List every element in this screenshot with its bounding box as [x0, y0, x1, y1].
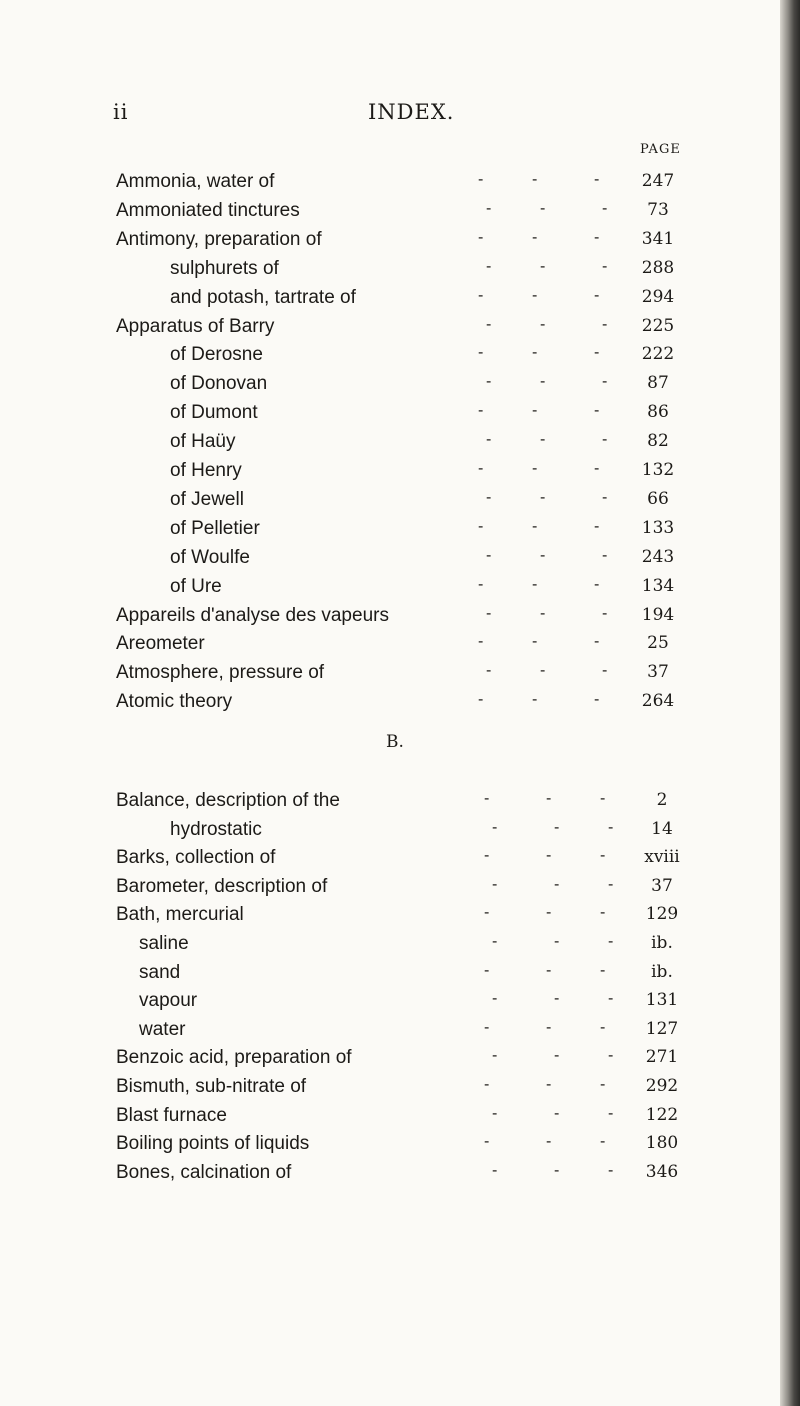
- index-entry-page: 292: [645, 1076, 679, 1096]
- leader-dash: -: [546, 790, 552, 807]
- leader-dash: -: [478, 344, 484, 362]
- index-entry-page: 66: [647, 488, 669, 509]
- leader-dash: -: [600, 1018, 606, 1036]
- index-entry-page: 2: [656, 790, 668, 810]
- index-entry: [0, 790, 780, 816]
- leader-dash: -: [594, 460, 600, 477]
- leader-dash: -: [554, 990, 560, 1008]
- leader-dash: -: [540, 662, 546, 680]
- leader-dash: -: [608, 990, 614, 1008]
- index-entry-label: Boiling points of liquids: [116, 1133, 310, 1155]
- leader-dash: -: [554, 1161, 560, 1179]
- index-entry: [0, 633, 780, 659]
- leader-dash: -: [602, 257, 608, 275]
- leader-dash: -: [486, 431, 492, 449]
- leader-dash: -: [554, 933, 560, 950]
- index-entry-label: Atmosphere, pressure of: [116, 662, 325, 684]
- index-entry: [0, 605, 780, 631]
- leader-dash: -: [492, 875, 498, 893]
- leader-dash: -: [478, 691, 484, 709]
- leader-dash: -: [608, 818, 614, 836]
- index-entry-page: 294: [641, 286, 675, 307]
- index-entry: [0, 691, 780, 717]
- index-entry: [0, 287, 780, 313]
- leader-dash: -: [540, 488, 546, 506]
- index-entry-page: 271: [645, 1047, 679, 1068]
- leader-dash: -: [554, 818, 560, 836]
- index-entry-page: 264: [641, 691, 675, 712]
- index-entry: [0, 316, 780, 342]
- index-entry-label: Ammonia, water of: [116, 171, 275, 192]
- index-entry: [0, 1105, 780, 1131]
- index-entry: [0, 171, 780, 197]
- index-entry-page: 87: [647, 373, 669, 394]
- index-entry-page: 14: [651, 818, 673, 839]
- leader-dash: -: [546, 847, 552, 865]
- index-entry-label: Balance, description of the: [116, 790, 340, 811]
- index-entry-label: Ammoniated tinctures: [116, 199, 300, 221]
- index-entry-label: Bath, mercurial: [116, 904, 244, 926]
- leader-dash: -: [594, 402, 600, 420]
- index-entry-label: of Haüy: [170, 431, 236, 453]
- index-entry: [0, 373, 780, 399]
- leader-dash: -: [602, 546, 608, 564]
- leader-dash: -: [478, 402, 484, 420]
- leader-dash: -: [602, 662, 608, 680]
- index-entry: [0, 200, 780, 226]
- leader-dash: -: [478, 286, 484, 304]
- leader-dash: -: [532, 633, 538, 651]
- leader-dash: -: [484, 961, 490, 979]
- leader-dash: -: [484, 790, 490, 807]
- index-entry-page: 180: [645, 1133, 679, 1154]
- index-entry-label: Bismuth, sub-nitrate of: [116, 1076, 307, 1097]
- leader-dash: -: [602, 315, 608, 333]
- index-entry-label: Barometer, description of: [116, 875, 328, 897]
- leader-dash: -: [600, 961, 606, 979]
- index-entry: [0, 847, 780, 873]
- leader-dash: -: [594, 633, 600, 651]
- index-entry-label: of Pelletier: [170, 517, 260, 539]
- leader-dash: -: [532, 228, 538, 246]
- index-entry-label: Barks, collection of: [116, 847, 276, 869]
- index-entry: [0, 904, 780, 930]
- leader-dash: -: [600, 1133, 606, 1151]
- leader-dash: -: [486, 604, 492, 622]
- leader-dash: -: [600, 847, 606, 865]
- leader-dash: -: [484, 904, 490, 922]
- leader-dash: -: [594, 286, 600, 304]
- index-entry-label: Blast furnace: [116, 1104, 227, 1126]
- leader-dash: -: [492, 1104, 498, 1122]
- leader-dash: -: [532, 171, 538, 188]
- leader-dash: -: [540, 199, 546, 217]
- index-entry-label: of Jewell: [170, 488, 244, 510]
- leader-dash: -: [532, 460, 538, 477]
- index-entry: [0, 1019, 780, 1045]
- index-entry-label: Benzoic acid, preparation of: [116, 1047, 352, 1069]
- leader-dash: -: [608, 1104, 614, 1122]
- leader-dash: -: [532, 402, 538, 420]
- index-entry: [0, 819, 780, 845]
- index-entry: [0, 460, 780, 486]
- leader-dash: -: [608, 933, 614, 950]
- leader-dash: -: [600, 904, 606, 922]
- leader-dash: -: [484, 1018, 490, 1036]
- leader-dash: -: [492, 933, 498, 950]
- leader-dash: -: [602, 373, 608, 391]
- leader-dash: -: [594, 691, 600, 709]
- leader-dash: -: [486, 662, 492, 680]
- leader-dash: -: [594, 171, 600, 188]
- leader-dash: -: [478, 517, 484, 535]
- index-entry: [0, 933, 780, 959]
- leader-dash: -: [602, 604, 608, 622]
- leader-dash: -: [554, 1104, 560, 1122]
- index-entry-page: 131: [645, 990, 679, 1011]
- index-entry: [0, 1047, 780, 1073]
- leader-dash: -: [594, 344, 600, 362]
- index-entry-label: hydrostatic: [170, 818, 262, 840]
- index-entry-page: xviii: [644, 847, 680, 868]
- index-entry-label: of Donovan: [170, 373, 268, 395]
- leader-dash: -: [554, 1047, 560, 1065]
- index-entry-page: 73: [647, 199, 669, 220]
- index-entry-label: water: [139, 1018, 186, 1040]
- index-entry: [0, 1162, 780, 1188]
- index-entry-label: and potash, tartrate of: [170, 286, 356, 308]
- index-entry-page: 86: [647, 402, 669, 423]
- leader-dash: -: [532, 286, 538, 304]
- leader-dash: -: [554, 875, 560, 893]
- section-letter-b: B.: [386, 732, 404, 752]
- page-edge: [780, 0, 800, 1406]
- leader-dash: -: [594, 228, 600, 246]
- leader-dash: -: [532, 691, 538, 709]
- leader-dash: -: [540, 257, 546, 275]
- leader-dash: -: [478, 171, 484, 188]
- index-entry-label: of Derosne: [170, 344, 263, 366]
- index-entry: [0, 1133, 780, 1159]
- leader-dash: -: [540, 315, 546, 333]
- index-entry-label: Antimony, preparation of: [116, 228, 322, 250]
- index-entry-page: ib.: [651, 933, 673, 953]
- leader-dash: -: [602, 431, 608, 449]
- leader-dash: -: [478, 460, 484, 477]
- index-entry-label: Appareils d'analyse des vapeurs: [116, 604, 389, 626]
- index-entry-label: saline: [139, 933, 189, 954]
- index-entry-label: of Dumont: [170, 402, 258, 424]
- index-entry: [0, 431, 780, 457]
- leader-dash: -: [492, 818, 498, 836]
- leader-dash: -: [478, 633, 484, 651]
- index-entry-page: 82: [647, 431, 669, 452]
- leader-dash: -: [602, 199, 608, 217]
- index-entry: [0, 344, 780, 370]
- leader-dash: -: [608, 1161, 614, 1179]
- index-entry-page: 132: [641, 460, 675, 480]
- page-number: ii: [113, 100, 129, 124]
- index-entry: [0, 229, 780, 255]
- index-entry-page: 37: [651, 875, 673, 896]
- leader-dash: -: [546, 904, 552, 922]
- leader-dash: -: [484, 847, 490, 865]
- index-entry: [0, 489, 780, 515]
- leader-dash: -: [532, 575, 538, 593]
- leader-dash: -: [492, 990, 498, 1008]
- leader-dash: -: [608, 1047, 614, 1065]
- index-entry-page: 37: [647, 662, 669, 683]
- leader-dash: -: [608, 875, 614, 893]
- index-entry-label: of Ure: [170, 575, 222, 597]
- leader-dash: -: [486, 546, 492, 564]
- index-entry-label: Apparatus of Barry: [116, 315, 275, 337]
- index-entry-page: 225: [641, 315, 675, 336]
- page-title: INDEX.: [368, 100, 455, 124]
- index-entry-page: ib.: [651, 961, 673, 982]
- index-entry: [0, 990, 780, 1016]
- leader-dash: -: [546, 1076, 552, 1093]
- index-entry-label: Atomic theory: [116, 691, 233, 713]
- index-entry: [0, 876, 780, 902]
- index-entry-label: Areometer: [116, 633, 205, 655]
- index-entry: [0, 662, 780, 688]
- index-entry: [0, 962, 780, 988]
- index-entry-page: 341: [641, 228, 675, 249]
- index-entry-page: 194: [641, 604, 675, 625]
- leader-dash: -: [546, 1018, 552, 1036]
- leader-dash: -: [486, 257, 492, 275]
- index-entry: [0, 518, 780, 544]
- leader-dash: -: [484, 1133, 490, 1151]
- index-entry-page: 346: [645, 1161, 679, 1182]
- leader-dash: -: [532, 517, 538, 535]
- index-entry-label: of Woulfe: [170, 546, 250, 568]
- index-entry-label: sulphurets of: [170, 257, 279, 279]
- index-entry-label: of Henry: [170, 460, 242, 481]
- leader-dash: -: [600, 790, 606, 807]
- index-entry: [0, 402, 780, 428]
- leader-dash: -: [600, 1076, 606, 1093]
- leader-dash: -: [486, 373, 492, 391]
- index-entry: [0, 576, 780, 602]
- index-entry-page: 288: [641, 257, 675, 278]
- leader-dash: -: [602, 488, 608, 506]
- index-entry: [0, 547, 780, 573]
- leader-dash: -: [546, 961, 552, 979]
- index-entry-label: Bones, calcination of: [116, 1161, 292, 1183]
- leader-dash: -: [540, 431, 546, 449]
- leader-dash: -: [492, 1161, 498, 1179]
- page-column-label: PAGE: [640, 142, 681, 157]
- leader-dash: -: [540, 373, 546, 391]
- leader-dash: -: [540, 604, 546, 622]
- leader-dash: -: [478, 228, 484, 246]
- leader-dash: -: [546, 1133, 552, 1151]
- index-entry-page: 25: [647, 633, 669, 654]
- index-entry-page: 122: [645, 1104, 679, 1125]
- index-entry-page: 133: [641, 517, 675, 538]
- index-entry-page: 129: [645, 904, 679, 925]
- index-entry: [0, 1076, 780, 1102]
- leader-dash: -: [532, 344, 538, 362]
- leader-dash: -: [594, 517, 600, 535]
- page-header: [113, 100, 780, 130]
- leader-dash: -: [594, 575, 600, 593]
- leader-dash: -: [486, 315, 492, 333]
- leader-dash: -: [484, 1076, 490, 1093]
- index-entry: [0, 258, 780, 284]
- leader-dash: -: [486, 488, 492, 506]
- index-entry-label: sand: [139, 961, 181, 983]
- index-entry-page: 243: [641, 546, 675, 567]
- leader-dash: -: [492, 1047, 498, 1065]
- index-entry-page: 134: [641, 575, 675, 596]
- leader-dash: -: [540, 546, 546, 564]
- leader-dash: -: [486, 199, 492, 217]
- leader-dash: -: [478, 575, 484, 593]
- index-entry-page: 127: [645, 1018, 679, 1039]
- index-entry-label: vapour: [139, 990, 198, 1012]
- index-entry-page: 222: [641, 344, 675, 365]
- index-entry-page: 247: [641, 171, 675, 191]
